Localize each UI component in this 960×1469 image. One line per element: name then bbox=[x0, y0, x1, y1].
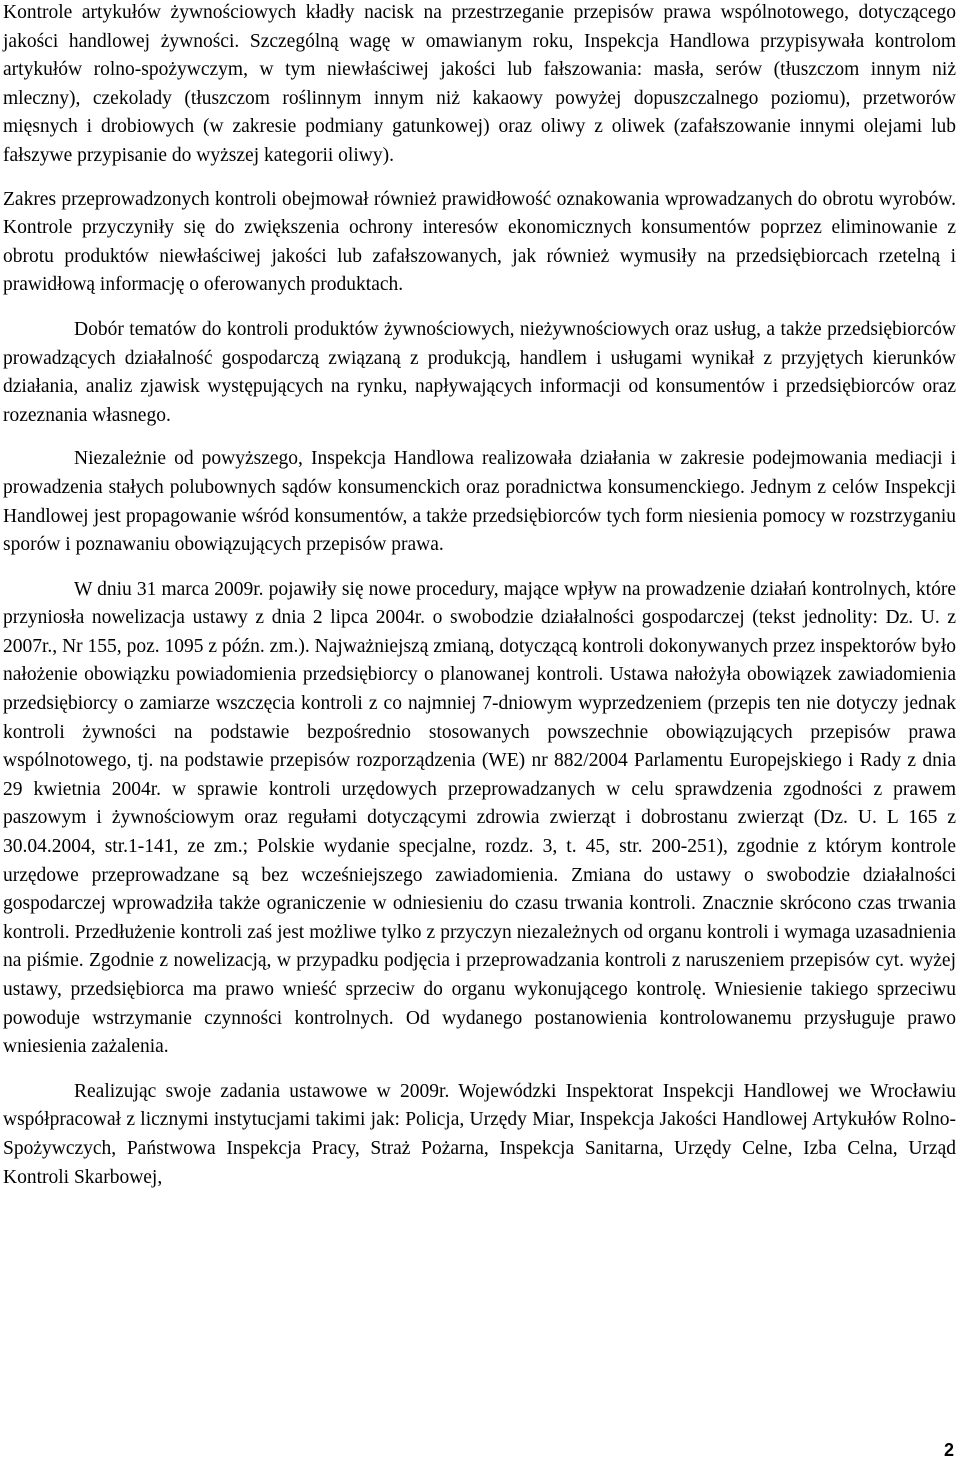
page-number: 2 bbox=[943, 1440, 954, 1460]
document-page bbox=[3, 0, 956, 1192]
paragraph-food-quality-controls: Kontrole artykułów żywnościowych kładły nacisk na przestrzeganie przepisów prawa wspólnotowego, dotyczącego jakości handlowej żywności. Szczególną wagę w omawianym roku, Inspekcja Handlowa przypisywała kontrolom artykułów rolno-spożywczym, w tym niewłaściwej jakości lub fałszowania: masła, serów (tłuszczom innym niż mleczny), czekolady (tłuszczom roślinnym innym niż kakaowy powyżej dopuszczalnego poziomu), przetworów mięsnych i drobiowych (w zakresie podmiany gatunkowej) oraz oliwy z oliwek (zafałszowanie innymi olejami lub fałszywe przypisanie do wyższej kategorii oliwy). bbox=[3, 2, 956, 166]
paragraph-labeling-scope: Zakres przeprowadzonych kontroli obejmował również prawidłowość oznakowania wprowadzanych do obrotu wyrobów. Kontrole przyczyniły się do zwiększenia ochrony interesów ekonomicznych konsumentów poprzez eliminowanie z obrotu produktów niewłaściwej jakości lub zafałszowanych, jak również wymusiły na przedsiębiorcach rzetelną i prawidłową informację o oferowanych produktach. bbox=[3, 188, 956, 296]
paragraph-new-procedures: W dniu 31 marca 2009r. pojawiły się nowe procedury, mające wpływ na prowadzenie działań kontrolnych, które przyniosła nowelizacja ustawy z dnia 2 lipca 2004r. o swobodzie działalności gospodarczej (tekst jednolity: Dz. U. z 2007r., Nr 155, poz. 1095 z późn. zm.). Najważniejszą zmianą, dotyczącą kontroli dokonywanych przez inspektorów było nałożenie obowiązku powiadomienia przedsiębiorcy o planowanej kontroli. Ustawa nałożyła obowiązek zawiadomienia przedsiębiorcy o zamiarze wszczęcia kontroli z co najmniej 7-dniowym wyprzedzeniem (przepis ten nie dotyczy jednak kontroli żywności na podstawie bezpośrednio stosowanych powszechnie obowiązujących przepisów prawa wspólnotowego, tj. na podstawie przepisów rozporządzenia (WE) nr 882/2004 Parlamentu Europejskiego i Rady z dnia 29 kwietnia 2004r. w sprawie kontroli urzędowych przeprowadzanych w celu sprawdzenia zgodności z prawem paszowym i żywnościowym oraz regułami dotyczącymi zdrowia zwierząt i dobrostanu zwierząt (Dz. U. L 165 z 30.04.2004, str.1-141, ze zm.; Polskie wydanie specjalne, rozdz. 3, t. 45, str. 200-251), zgodnie z którym kontrole urzędowe przeprowadzane są bez wcześniejszego zawiadomienia. Zmiana do ustawy o swobodzie działalności gospodarczej wprowadziła także ograniczenie w odniesieniu do czasu trwania kontroli. Znacznie skrócono czas trwania kontroli. Przedłużenie kontroli zaś jest możliwe tylko z przyczyn niezależnych od organu kontroli i wymaga uzasadnienia na piśmie. Zgodnie z nowelizacją, w przypadku podjęcia i przeprowadzania kontroli z naruszeniem przepisów cyt. wyżej ustawy, przedsiębiorca ma prawo wnieść sprzeciw do organu wykonującego kontrolę. Wniesienie takiego sprzeciwu powoduje wstrzymanie czynności kontrolnych. Od wydanego postanowienia kontrolowanemu przysługuje prawo wniesienia zażalenia. bbox=[3, 578, 956, 1058]
paragraph-cooperation: Realizując swoje zadania ustawowe w 2009r. Wojewódzki Inspektorat Inspekcji Handlowej we Wrocławiu współpracował z licznymi instytucjami takimi jak: Policja, Urzędy Miar, Inspekcja Jakości Handlowej Artykułów Rolno-Spożywczych, Państwowa Inspekcja Pracy, Straż Pożarna, Inspekcja Sanitarna, Urzędy Celne, Izba Celna, Urząd Kontroli Skarbowej, bbox=[3, 1080, 956, 1188]
paragraph-mediation: Niezależnie od powyższego, Inspekcja Handlowa realizowała działania w zakresie podejmowania mediacji i prowadzenia stałych polubownych sądów konsumenckich oraz poradnictwa konsumenckiego. Jednym z celów Inspekcji Handlowej jest propagowanie wśród konsumentów, a także przedsiębiorców tych form niesienia pomocy w rozstrzyganiu sporów i poznawaniu obowiązujących przepisów prawa. bbox=[3, 448, 956, 556]
paragraph-topic-selection: Dobór tematów do kontroli produktów żywnościowych, nieżywnościowych oraz usług, a także przedsiębiorców prowadzących działalność gospodarczą związaną z produkcją, handlem i usługami wynikał z przyjętych kierunków działania, analiz zjawisk występujących na rynku, napływających informacji od konsumentów i przedsiębiorców oraz rozeznania własnego. bbox=[3, 318, 956, 426]
